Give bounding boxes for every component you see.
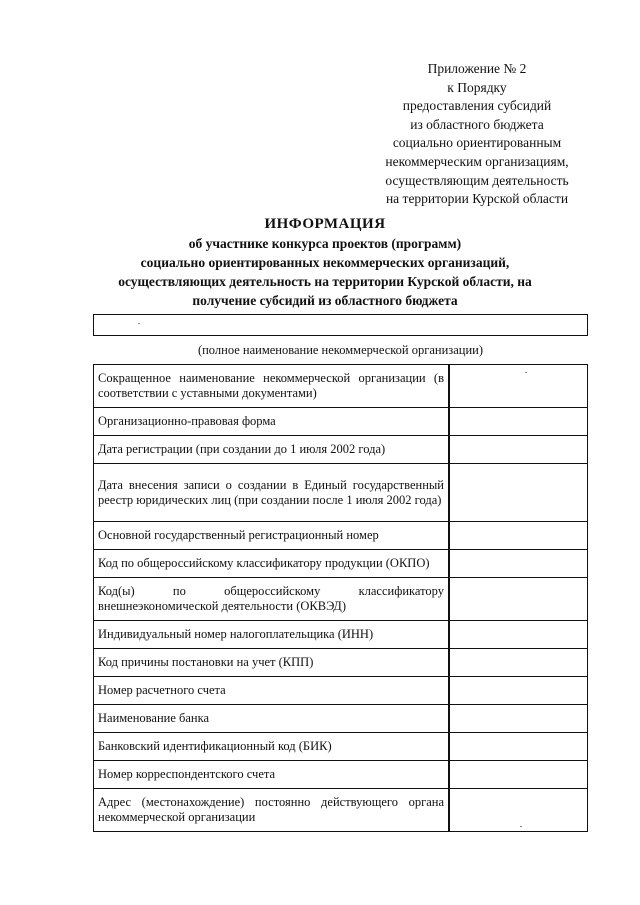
annex-line: из областного бюджета <box>410 116 544 132</box>
row-label: Сокращенное наименование некоммерческой организации (в соответствии с уставными документами) <box>94 365 450 408</box>
row-value-field[interactable] <box>449 578 588 621</box>
annex-line: осуществляющим деятельность <box>385 172 569 188</box>
document-heading <box>60 214 590 310</box>
annex-line: предоставления субсидий <box>402 98 552 114</box>
row-value-field[interactable] <box>449 649 588 677</box>
table-row <box>94 522 588 550</box>
annex-line: некоммерческим организациям, <box>385 153 569 169</box>
annex-line: социально ориентированным <box>392 135 562 151</box>
org-full-name-caption: (полное наименование некоммерческой организации) <box>197 343 484 357</box>
row-label: Номер расчетного счета <box>94 677 450 705</box>
row-value-field[interactable] <box>449 464 588 522</box>
document-title: ИНФОРМАЦИЯ <box>264 216 386 232</box>
org-full-name-field[interactable] <box>93 314 588 336</box>
row-label: Дата внесения записи о создании в Единый государственный реестр юридических лиц (при создании после 1 июля 2002 года) <box>94 464 450 522</box>
row-value-field[interactable] <box>449 522 588 550</box>
row-value-field[interactable] <box>449 789 588 832</box>
table-row <box>94 677 588 705</box>
row-value-field[interactable] <box>449 436 588 464</box>
table-row <box>94 621 588 649</box>
row-value-field[interactable] <box>449 705 588 733</box>
row-value-field[interactable] <box>449 365 588 408</box>
row-value-field[interactable] <box>449 761 588 789</box>
row-value-field[interactable] <box>449 550 588 578</box>
row-label: Код по общероссийскому классификатору продукции (ОКПО) <box>94 550 450 578</box>
info-table <box>93 364 588 832</box>
row-label: Банковский идентификационный код (БИК) <box>94 733 450 761</box>
row-label: Код причины постановки на учет (КПП) <box>94 649 450 677</box>
annex-line: к Порядку <box>447 79 507 95</box>
table-row <box>94 705 588 733</box>
row-label: Наименование банка <box>94 705 450 733</box>
row-value-field[interactable] <box>449 621 588 649</box>
table-row <box>94 649 588 677</box>
table-row <box>94 464 588 522</box>
row-label: Индивидуальный номер налогоплательщика (ИНН) <box>94 621 450 649</box>
row-value-field[interactable] <box>449 408 588 436</box>
heading-line: социально ориентированных некоммерческих организаций, <box>140 255 510 270</box>
table-row <box>94 761 588 789</box>
scan-speck <box>525 372 527 373</box>
heading-line: об участнике конкурса проектов (программ) <box>188 236 462 251</box>
table-row <box>94 436 588 464</box>
row-label: Адрес (местонахождение) постоянно действующего органа некоммерческой организации <box>94 789 450 832</box>
annex-line: Приложение № 2 <box>427 61 527 76</box>
row-label: Код(ы) по общероссийскому классификатору внешнеэкономической деятельности (ОКВЭД) <box>94 578 450 621</box>
annex-line: на территории Курской области <box>385 191 569 207</box>
row-label: Дата регистрации (при создании до 1 июля 2002 года) <box>94 436 450 464</box>
row-label: Организационно-правовая форма <box>94 408 450 436</box>
heading-line: осуществляющих деятельность на территории Курской области, на <box>118 274 532 289</box>
row-value-field[interactable] <box>449 733 588 761</box>
table-row <box>94 733 588 761</box>
row-label: Основной государственный регистрационный номер <box>94 522 450 550</box>
table-row <box>94 789 588 832</box>
table-row <box>94 365 588 408</box>
heading-line: получение субсидий из областного бюджета <box>192 293 458 308</box>
table-row <box>94 408 588 436</box>
scan-speck <box>138 323 140 324</box>
table-row <box>94 578 588 621</box>
scan-speck <box>520 826 522 827</box>
row-value-field[interactable] <box>449 677 588 705</box>
row-label: Номер корреспондентского счета <box>94 761 450 789</box>
table-row <box>94 550 588 578</box>
annex-reference <box>362 60 592 209</box>
